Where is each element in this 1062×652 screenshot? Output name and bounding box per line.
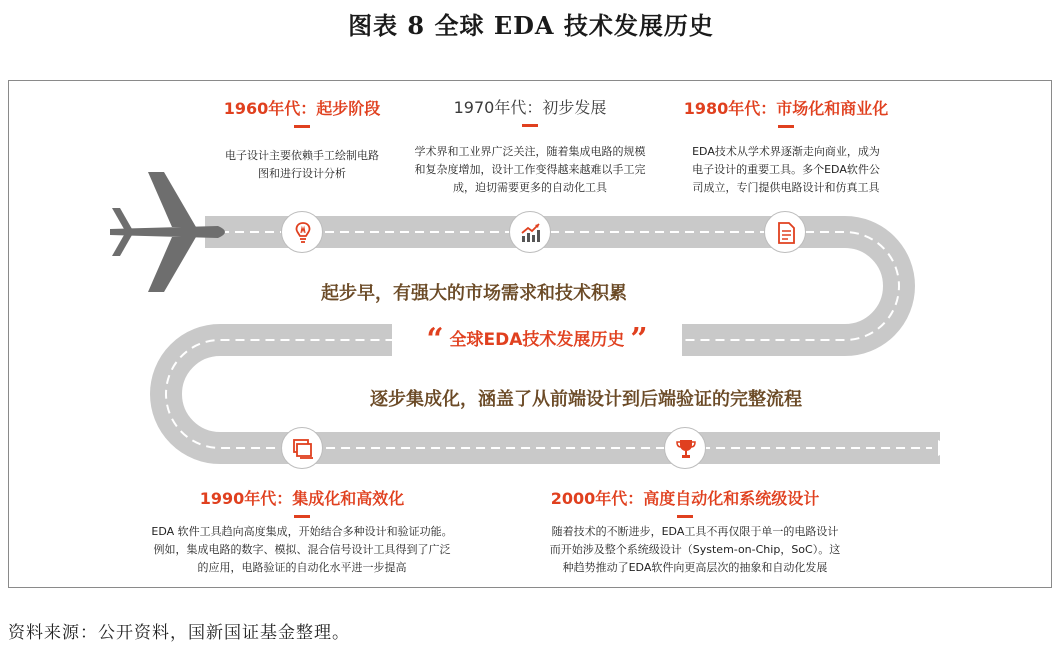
era-2000-line: 而开始涉及整个系统级设计（System-on-Chip，SoC）。这 xyxy=(549,543,841,556)
era-1960-line: 电子设计主要依赖手工绘制电路 xyxy=(225,149,379,162)
era-1960-title-text: 1960年代：起步阶段 xyxy=(223,99,381,118)
era-2000-line: 随着技术的不断进步，EDA工具不再仅限于单一的电路设计 xyxy=(551,525,839,538)
close-quote: ” xyxy=(630,322,648,357)
document-icon xyxy=(764,211,806,253)
era-1990-line: EDA 软件工具趋向高度集成，开始结合多种设计和验证功能。 xyxy=(151,525,453,538)
era-1960-line: 图和进行设计分析 xyxy=(258,167,346,180)
era-1990-description xyxy=(132,523,472,577)
era-1990-line: 的应用，电路验证的自动化水平进一步提高 xyxy=(197,561,407,574)
era-1970-title-text: 1970年代：初步发展 xyxy=(453,98,607,117)
center-title-text: 全球EDA技术发展历史 xyxy=(449,330,625,350)
era-2000-title xyxy=(520,486,850,518)
growth-chart-icon xyxy=(509,211,551,253)
era-1980-line: 电子设计的重要工具。多个EDA软件公 xyxy=(692,163,880,176)
era-1970-tick xyxy=(522,124,538,127)
center-title xyxy=(392,316,682,356)
era-1980-title-text: 1980年代：市场化和商业化 xyxy=(683,99,889,118)
trophy-icon xyxy=(664,427,706,469)
era-1990-line: 例如，集成电路的数字、模拟、混合信号设计工具得到了广泛 xyxy=(153,543,451,556)
era-1970-line: 和复杂度增加，设计工作变得越来越难以手工完 xyxy=(414,163,646,176)
era-2000-description xyxy=(520,523,870,577)
era-1970-description xyxy=(385,143,675,197)
era-1970-line: 学术界和工业界广泛关注，随着集成电路的规模 xyxy=(414,145,646,158)
slogan-top: 起步早，有强大的市场需求和技术积累 xyxy=(321,283,627,304)
era-1980-line: EDA技术从学术界逐渐走向商业，成为 xyxy=(692,145,880,158)
slogan-bottom: 逐步集成化，涵盖了从前端设计到后端验证的完整流程 xyxy=(370,389,802,410)
era-1980-tick xyxy=(778,125,794,128)
era-1960-tick xyxy=(294,125,310,128)
era-1980-line: 司成立，专门提供电路设计和仿真工具 xyxy=(692,181,880,194)
era-1970-title xyxy=(380,95,680,127)
stacked-layers-icon xyxy=(281,427,323,469)
era-1990-tick xyxy=(294,515,310,518)
road-arrow-head xyxy=(938,440,954,456)
era-2000-tick xyxy=(677,515,693,518)
era-1980-description xyxy=(646,143,926,197)
era-2000-title-text: 2000年代：高度自动化和系统级设计 xyxy=(550,489,820,508)
era-1990-title-text: 1990年代：集成化和高效化 xyxy=(199,489,405,508)
open-quote: “ xyxy=(426,322,444,357)
lightbulb-icon xyxy=(281,211,323,253)
era-2000-line: 种趋势推动了EDA软件向更高层次的抽象和自动化发展 xyxy=(562,561,828,574)
figure-title: 图表 8 全球 EDA 技术发展历史 xyxy=(348,11,714,40)
airplane-icon xyxy=(110,172,225,292)
era-1980-title xyxy=(636,96,936,128)
source-note: 资料来源：公开资料，国新国证基金整理。 xyxy=(8,623,350,643)
era-1990-title xyxy=(152,486,452,518)
era-1970-line: 成，迫切需要更多的自动化工具 xyxy=(453,181,607,194)
